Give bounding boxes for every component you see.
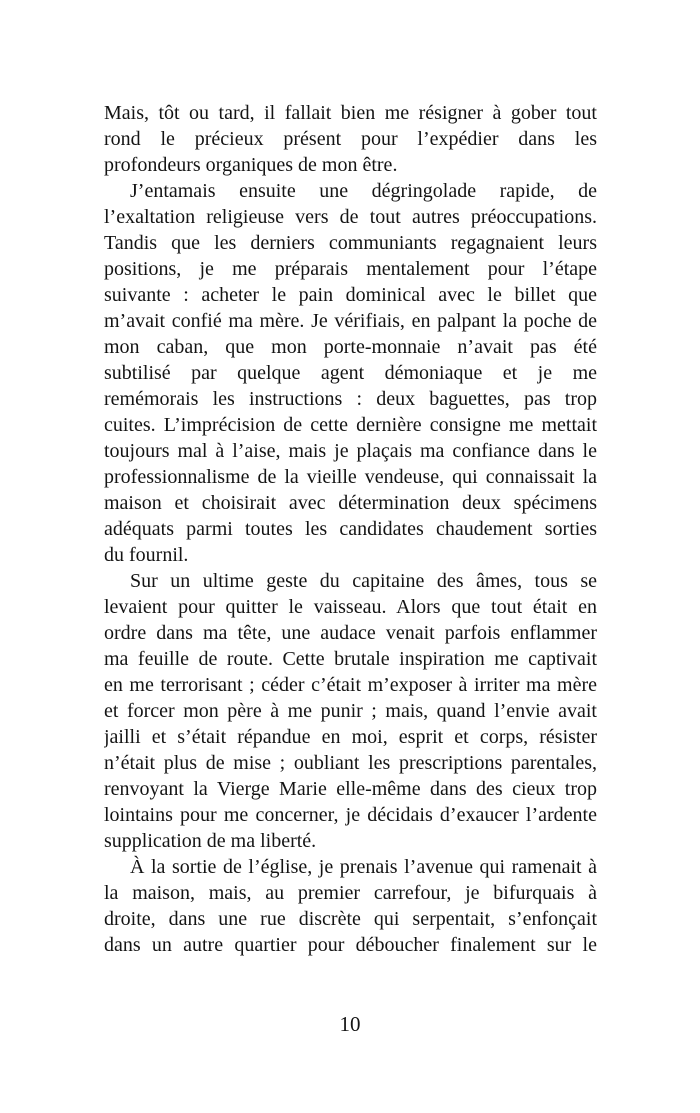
text-line: dans un autre quartier pour déboucher finalement sur le — [104, 934, 597, 956]
text-line: supplication de ma liberté. — [104, 830, 317, 852]
paragraph — [104, 178, 597, 568]
page-number: 10 — [339, 1012, 361, 1036]
text-line: lointains pour me concerner, je décidais d’exaucer l’ardente — [104, 804, 597, 826]
text-line: n’était plus de mise ; oubliant les prescriptions parentales, — [104, 752, 597, 774]
text-line: m’avait confié ma mère. Je vérifiais, en palpant la poche de — [104, 310, 597, 332]
text-line: cuites. L’imprécision de cette dernière consigne me mettait — [104, 414, 597, 436]
text-line: mon caban, que mon porte-monnaie n’avait pas été — [104, 336, 597, 358]
text-line: Tandis que les derniers communiants regagnaient leurs — [104, 232, 597, 254]
text-line: jailli et s’était répandue en moi, esprit et corps, résister — [104, 726, 597, 748]
text-line: droite, dans une rue discrète qui serpentait, s’enfonçait — [104, 908, 597, 930]
text-line: remémorais les instructions : deux baguettes, pas trop — [104, 388, 597, 410]
paragraph — [104, 100, 597, 178]
paragraph — [104, 854, 597, 958]
text-line: J’entamais ensuite une dégringolade rapide, de — [130, 180, 597, 202]
text-line: la maison, mais, au premier carrefour, je bifurquais à — [104, 882, 597, 904]
text-line: toujours mal à l’aise, mais je plaçais ma confiance dans le — [104, 440, 597, 462]
text-line: l’exaltation religieuse vers de tout autres préoccupations. — [104, 206, 597, 228]
text-line: et forcer mon père à me punir ; mais, quand l’envie avait — [104, 700, 597, 722]
text-line: suivante : acheter le pain dominical avec le billet que — [104, 284, 597, 306]
text-line: positions, je me préparais mentalement pour l’étape — [104, 258, 597, 280]
text-line: ordre dans ma tête, une audace venait parfois enflammer — [104, 622, 597, 644]
text-line: renvoyant la Vierge Marie elle-même dans des cieux trop — [104, 778, 597, 800]
text-line: professionnalisme de la vieille vendeuse, qui connaissait la — [104, 466, 597, 488]
text-line: du fournil. — [104, 544, 189, 566]
text-line: en me terrorisant ; céder c’était m’exposer à irriter ma mère — [104, 674, 597, 696]
paragraph — [104, 568, 597, 854]
text-line: levaient pour quitter le vaisseau. Alors que tout était en — [104, 596, 597, 618]
text-line: À la sortie de l’église, je prenais l’avenue qui ramenait à — [130, 856, 597, 878]
text-line: rond le précieux présent pour l’expédier dans les — [104, 128, 597, 150]
text-line: Mais, tôt ou tard, il fallait bien me résigner à gober tout — [104, 102, 597, 124]
text-line: adéquats parmi toutes les candidates chaudement sorties — [104, 518, 597, 540]
text-line: ma feuille de route. Cette brutale inspiration me captivait — [104, 648, 597, 670]
page-body — [104, 100, 597, 958]
text-line: profondeurs organiques de mon être. — [104, 154, 398, 176]
text-line: subtilisé par quelque agent démoniaque et je me — [104, 362, 597, 384]
text-line: maison et choisirait avec détermination deux spécimens — [104, 492, 597, 514]
text-line: Sur un ultime geste du capitaine des âmes, tous se — [130, 570, 597, 592]
